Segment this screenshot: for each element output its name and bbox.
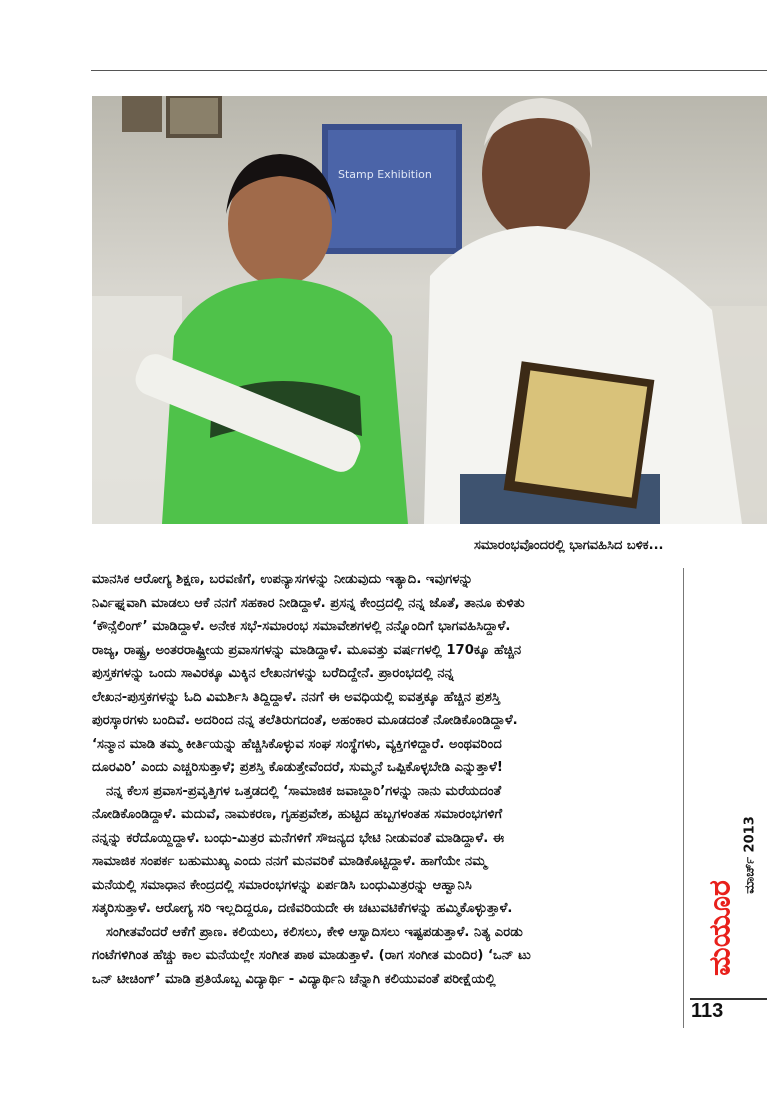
text-line: ದೂರವಿರಿ’ ಎಂದು ಎಚ್ಚರಿಸುತ್ತಾಳೆ; ಪ್ರಶಸ್ತಿ ಕೊಡುತ್ತೇವೆಂದರೆ, ಸುಮ್ಮನೆ ಒಪ್ಪಿಕೊಳ್ಳಬೇಡಿ ಎನ್ನುತ್ತಾಳೆ! (92, 760, 503, 775)
photo (92, 96, 767, 524)
top-rule (91, 70, 767, 71)
text-line: ಗಂಟೆಗಳಿಗಿಂತ ಹೆಚ್ಚು ಕಾಲ ಮನೆಯಲ್ಲೇ ಸಂಗೀತ ಪಾಠ ಮಾಡುತ್ತಾಳೆ. (ರಾಗ ಸಂಗೀತ ಮಂದಿರ) ‘ಒನ್ ಟು (92, 948, 531, 963)
text-line: ಒನ್ ಟೀಚಿಂಗ್’ ಮಾಡಿ ಪ್ರತಿಯೊಬ್ಬ ವಿದ್ಯಾರ್ಥಿ - ವಿದ್ಯಾರ್ಥಿನಿ ಚೆನ್ನಾಗಿ ಕಲಿಯುವಂತೆ ಪರೀಕ್ಷೆಯಲ್ಲಿ (92, 971, 496, 987)
text-line: ಸಂಗೀತವೆಂದರೆ ಆಕೆಗೆ ಪ್ರಾಣ. ಕಲಿಯಲು, ಕಲಿಸಲು, ಕೇಳಿ ಆಸ್ವಾದಿಸಲು ಇಷ್ಟಪಡುತ್ತಾಳೆ. ನಿತ್ಯ ಎರಡು (106, 924, 523, 940)
text-line: ಪುಸ್ತಕಗಳನ್ನು ಒಂದು ಸಾವಿರಕ್ಕೂ ಮಿಕ್ಕಿನ ಲೇಖನಗಳನ್ನು ಬರೆದಿದ್ದೇನೆ. ಪ್ರಾರಂಭದಲ್ಲಿ ನನ್ನ (92, 666, 454, 681)
wall-frame (168, 96, 220, 136)
text-line: ಲೇಖನ-ಪುಸ್ತಕಗಳನ್ನು ಓದಿ ವಿಮರ್ಶಿಸಿ ತಿದ್ದಿದ್ದಾಳೆ. ನನಗೆ ಈ ಅವಧಿಯಲ್ಲಿ ಐವತ್ತಕ್ಕೂ ಹೆಚ್ಚಿನ ಪ್ರಶಸ್ತಿ (92, 689, 501, 705)
book-cover (515, 370, 647, 497)
issue-date-block (740, 790, 760, 920)
text-line: ಪುರಸ್ಕಾರಗಳು ಬಂದಿವೆ. ಅದರಿಂದ ನನ್ನ ತಲೆತಿರುಗದಂತೆ, ಅಹಂಕಾರ ಮೂಡದಂತೆ ನೋಡಿಕೊಂಡಿದ್ದಾಳೆ. (92, 713, 518, 728)
issue-date: ಮಾರ್ಚ್ 2013 (742, 816, 758, 894)
text-line: ಮನೆಯಲ್ಲಿ ಸಮಾಧಾನ ಕೇಂದ್ರದಲ್ಲಿ ಸಮಾರಂಭಗಳನ್ನು ಏರ್ಪಡಿಸಿ ಬಂಧುಮಿತ್ರರನ್ನು ಆಹ್ವಾನಿಸಿ (92, 877, 472, 893)
sidebar-divider (683, 568, 684, 1028)
text-line: ರಾಜ್ಯ, ರಾಷ್ಟ್ರ, ಅಂತರರಾಷ್ಟ್ರೀಯ ಪ್ರವಾಸಗಳನ್ನು ಮಾಡಿದ್ದಾಳೆ. ಮೂವತ್ತು ವರ್ಷಗಳಲ್ಲಿ 170ಕ್ಕೂ ಹೆಚ್ಚಿನ (92, 642, 522, 658)
page-number: 113 (691, 1000, 724, 1022)
article-body (92, 568, 672, 991)
photo-caption: ಸಮಾರಂಭವೊಂದರಲ್ಲಿ ಭಾಗವಹಿಸಿದ ಬಳಿಕ... (474, 538, 664, 553)
text-line: ನನ್ನ ಕೆಲಸ ಪ್ರವಾಸ-ಪ್ರವೃತ್ತಿಗಳ ಒತ್ತಡದಲ್ಲಿ ‘ಸಾಮಾಜಿಕ ಜವಾಬ್ದಾರಿ’ಗಳನ್ನು ನಾನು ಮರೆಯದಂತೆ (106, 783, 502, 799)
text-line: ನಿರ್ವಿಘ್ನವಾಗಿ ಮಾಡಲು ಆಕೆ ನನಗೆ ಸಹಕಾರ ನೀಡಿದ್ದಾಳೆ. ಪ್ರಸನ್ನ ಕೇಂದ್ರದಲ್ಲಿ ನನ್ನ ಜೊತೆ, ತಾನೂ ಕುಳಿತು (92, 595, 525, 611)
exhibition-banner-inner (328, 130, 456, 248)
photo-illustration (92, 96, 767, 524)
text-line: ನೋಡಿಕೊಂಡಿದ್ದಾಳೆ. ಮದುವೆ, ನಾಮಕರಣ, ಗೃಹಪ್ರವೇಶ, ಹುಟ್ಟಿದ ಹಬ್ಬಗಳಂತಹ ಸಮಾರಂಭಗಳಿಗೆ (92, 807, 503, 822)
text-line: ‘ಕೌನ್ಸೆಲಿಂಗ್’ ಮಾಡಿದ್ದಾಳೆ. ಅನೇಕ ಸಭೆ-ಸಮಾರಂಭ ಸಮಾವೇಶಗಳಲ್ಲಿ ನನ್ನೊಂದಿಗೆ ಭಾಗವಹಿಸಿದ್ದಾಳೆ. (92, 619, 511, 634)
text-line: ಮಾನಸಿಕ ಆರೋಗ್ಯ ಶಿಕ್ಷಣ, ಬರವಣಿಗೆ, ಉಪನ್ಯಾಸಗಳನ್ನು ನೀಡುವುದು ಇತ್ಯಾದಿ. ಇವುಗಳನ್ನು (92, 572, 473, 587)
text-line: ನನ್ನನ್ನು ಕರೆದೊಯ್ದಿದ್ದಾಳೆ. ಬಂಧು-ಮಿತ್ರರ ಮನೆಗಳಿಗೆ ಸೌಜನ್ಯದ ಭೇಟಿ ನೀಡುವಂತೆ ಮಾಡಿದ್ದಾಳೆ. ಈ (92, 830, 505, 846)
wall-frame (122, 96, 162, 132)
banner-text: Stamp Exhibition (338, 168, 432, 181)
text-line: ‘ಸನ್ಮಾನ ಮಾಡಿ ತಮ್ಮ ಕೀರ್ತಿಯನ್ನು ಹೆಚ್ಚಿಸಿಕೊಳ್ಳುವ ಸಂಘ ಸಂಸ್ಥೆಗಳು, ವ್ಯಕ್ತಿಗಳಿದ್ದಾರೆ. ಅಂಥವರಿಂದ (92, 736, 502, 752)
text-line: ಸಾಮಾಜಿಕ ಸಂಪರ್ಕ ಬಹುಮುಖ್ಯ ಎಂದು ನನಗೆ ಮನವರಿಕೆ ಮಾಡಿಕೊಟ್ಟಿದ್ದಾಳೆ. ಹಾಗೆಯೇ ನಮ್ಮ (92, 854, 487, 869)
text-line: ಸತ್ಕರಿಸುತ್ತಾಳೆ. ಆರೋಗ್ಯ ಸರಿ ಇಲ್ಲದಿದ್ದರೂ, ದಣಿವರಿಯದೇ ಈ ಚಟುವಟಿಕೆಗಳನ್ನು ಹಮ್ಮಿಕೊಳ್ಳುತ್ತಾಳೆ. (92, 901, 513, 916)
magazine-name: ಮಯೂರ (702, 880, 738, 976)
